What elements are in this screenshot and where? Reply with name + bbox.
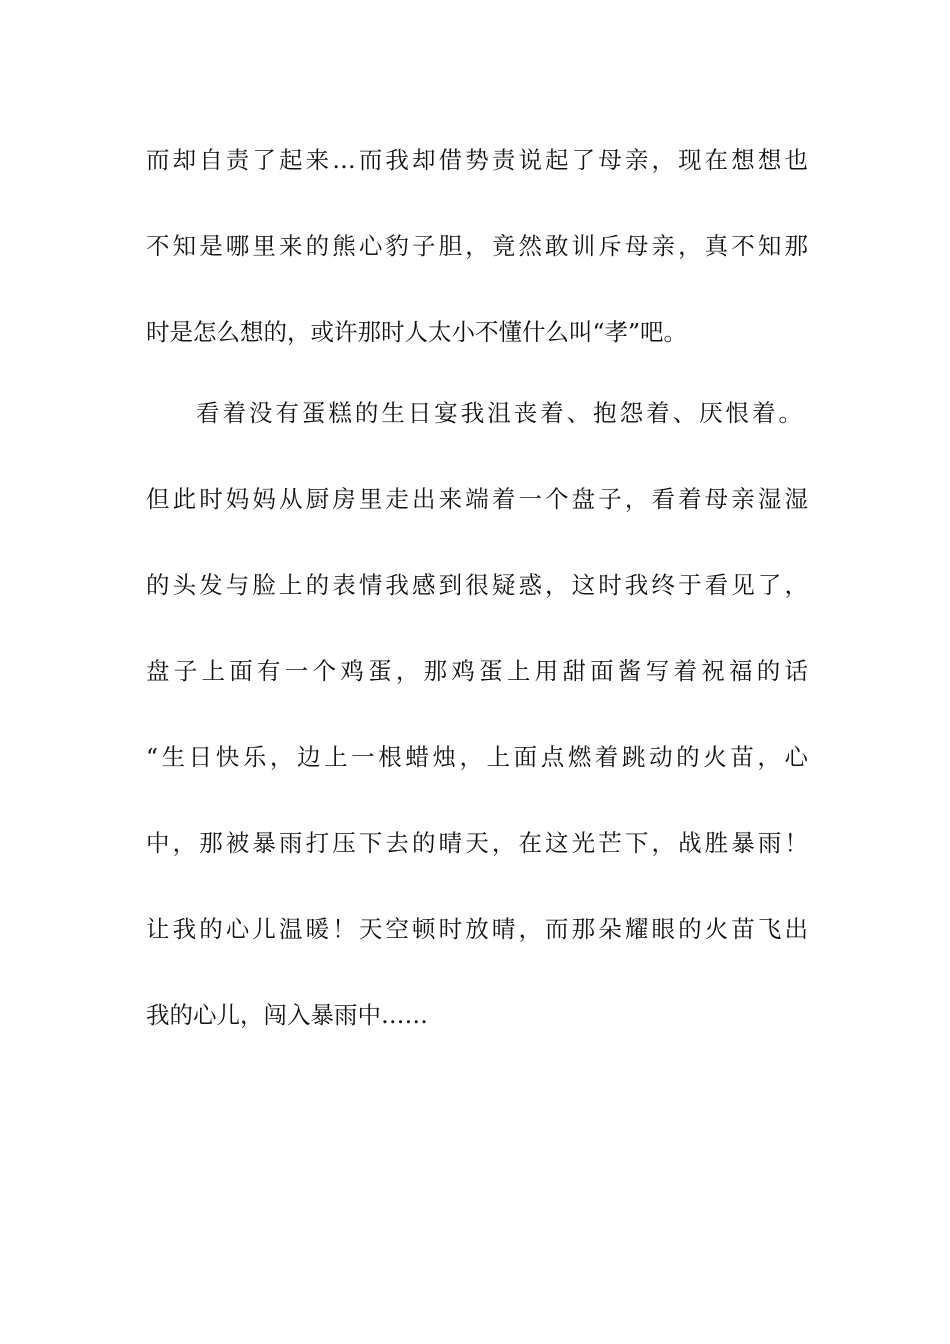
text-line: 不知是哪里来的熊心豹子胆，竟然敢训斥母亲，真不知那 <box>146 232 808 260</box>
text-line: 的头发与脸上的表情我感到很疑惑，这时我终于看见了， <box>146 571 808 599</box>
text-line: 盘子上面有一个鸡蛋，那鸡蛋上用甜面酱写着祝福的话 <box>146 657 808 685</box>
text-line: 但此时妈妈从厨房里走出来端着一个盘子，看着母亲湿湿 <box>146 485 808 513</box>
text-line: 时是怎么想的，或许那时人太小不懂什么叫“孝”吧。 <box>146 318 688 346</box>
text-line: “生日快乐，边上一根蜡烛，上面点燃着跳动的火苗，心 <box>146 743 808 771</box>
text-line: 我的心儿，闯入暴雨中…… <box>146 1001 428 1029</box>
text-line: 让我的心儿温暖！天空顿时放晴，而那朵耀眼的火苗飞出 <box>146 915 808 943</box>
text-line: 看着没有蛋糕的生日宴我沮丧着、抱怨着、厌恨着。 <box>196 399 802 427</box>
text-line: 而却自责了起来…而我却借势责说起了母亲，现在想想也 <box>146 146 808 174</box>
text-line: 中，那被暴雨打压下去的晴天，在这光芒下，战胜暴雨！ <box>146 829 808 857</box>
